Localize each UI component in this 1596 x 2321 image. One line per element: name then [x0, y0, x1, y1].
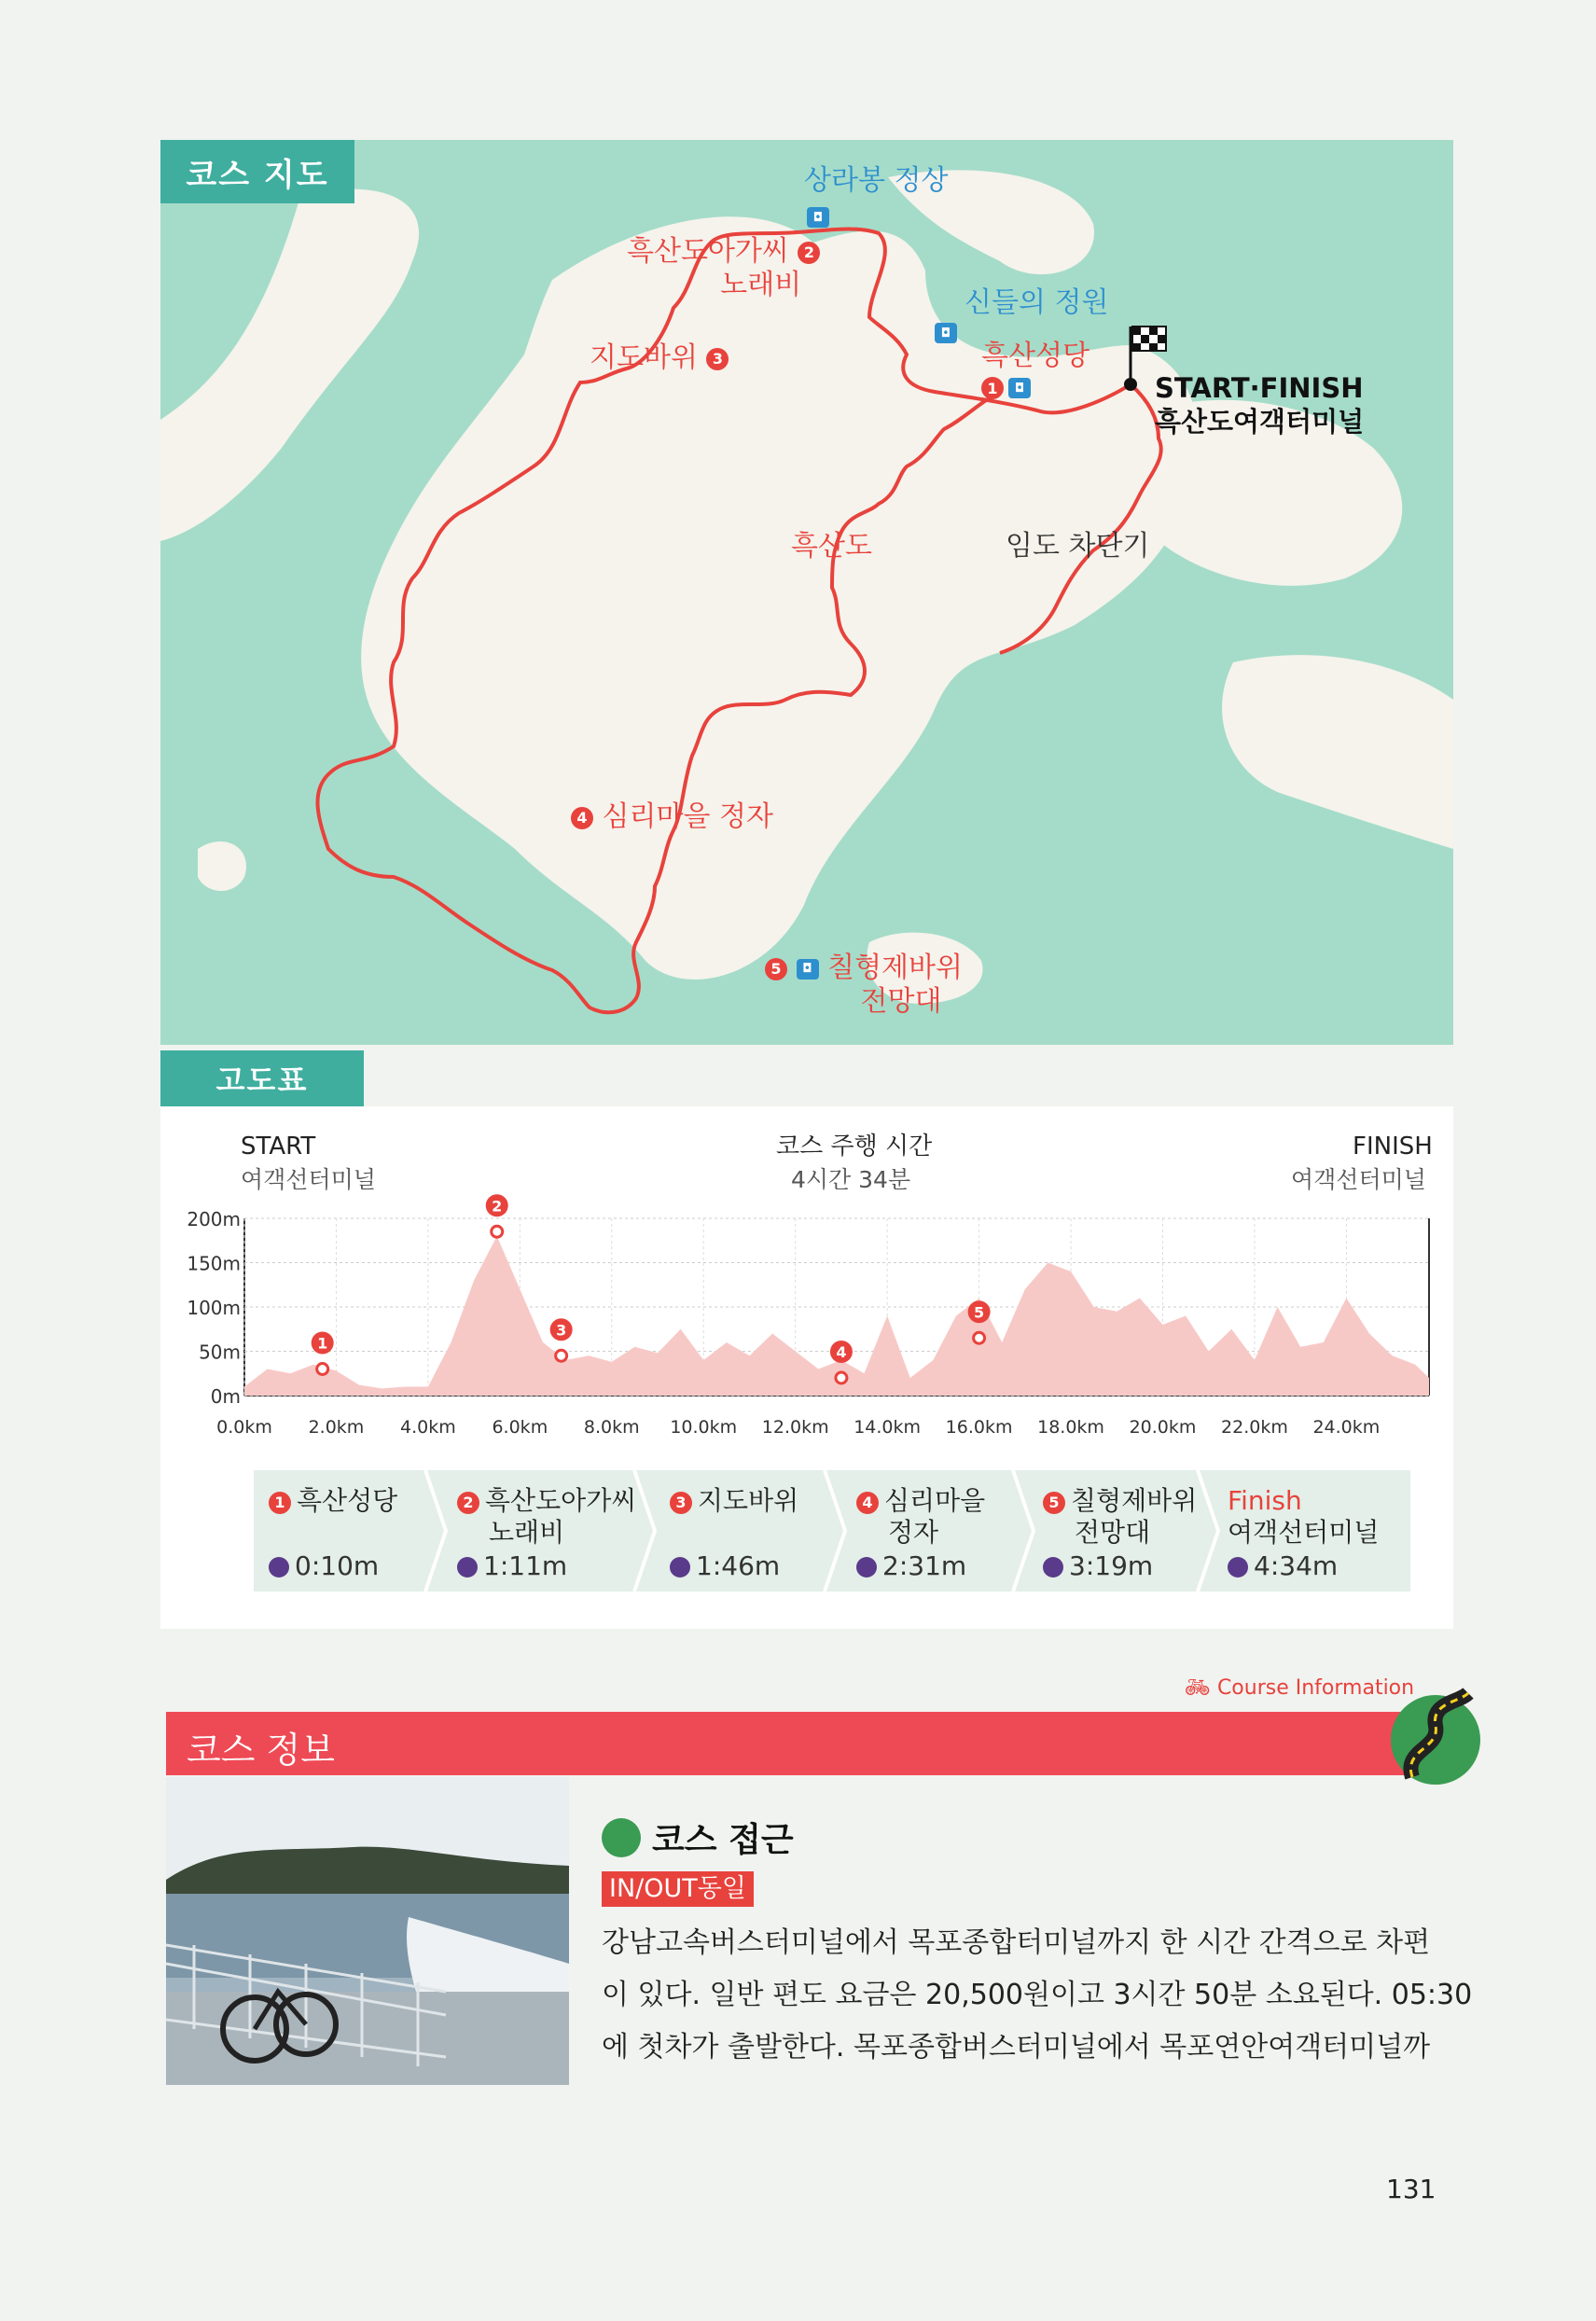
legend-time: 1:11m: [483, 1550, 568, 1581]
body-line: 에 첫차가 출발한다. 목포종합버스터미널에서 목포연안여객터미널까: [602, 2031, 1431, 2064]
badge-5: 5: [765, 958, 787, 980]
badge-4: 4: [571, 807, 593, 829]
checkpoint-number: 5: [974, 1303, 985, 1322]
label-chilhyeong: 5 ◘ 칠형제바위 전망대: [765, 952, 963, 1019]
x-tick-label: 4.0km: [400, 1417, 456, 1438]
legend-num: 4: [856, 1492, 879, 1514]
camera-icon: ◘: [1008, 378, 1031, 398]
x-tick-label: 22.0km: [1221, 1417, 1288, 1438]
checkpoint-point: [974, 1332, 985, 1343]
road-icon: [602, 1818, 641, 1857]
course-info-title: 코스 정보: [187, 1730, 335, 1771]
label-peak: 상라봉 정상: [804, 164, 949, 197]
label-rock: 지도바위 3: [590, 341, 729, 375]
elevation-area: [244, 1236, 1429, 1396]
legend-name: 지도바위: [698, 1485, 799, 1516]
x-tick-label: 6.0km: [492, 1417, 548, 1438]
x-tick-label: 14.0km: [854, 1417, 922, 1438]
checkpoint-legend: [254, 1470, 1410, 1591]
clock-icon: [670, 1557, 690, 1577]
land-southeast: [1222, 655, 1453, 849]
legend-time: 2:31m: [882, 1550, 967, 1581]
legend-name-2: 정자: [888, 1517, 939, 1548]
label-church: 흑산성당: [981, 340, 1089, 372]
clock-icon: [457, 1557, 478, 1577]
inout-badge: IN/OUT동일: [602, 1871, 754, 1907]
y-tick-label: 0m: [210, 1385, 241, 1408]
x-tick-label: 24.0km: [1312, 1417, 1381, 1438]
camera-icon: ◘: [797, 959, 819, 980]
legend-num: 3: [670, 1492, 692, 1514]
chevron-divider: [423, 1470, 448, 1591]
elev-finish-sub: 여객선터미널: [1291, 1166, 1426, 1193]
course-info-bar: [166, 1712, 1453, 1775]
legend-name: 흑산도아가씨: [485, 1485, 637, 1516]
page-number: 131: [1386, 2174, 1436, 2204]
badge-3: 3: [706, 348, 729, 370]
legend-name-2: [670, 1517, 798, 1549]
y-tick-label: 100m: [187, 1297, 241, 1319]
x-tick-label: 10.0km: [670, 1417, 738, 1438]
clock-icon: [1043, 1557, 1063, 1577]
checkpoint-number: 1: [317, 1334, 328, 1353]
elev-start-title: START: [241, 1133, 316, 1160]
camera-icon: ◘: [935, 323, 957, 343]
legend-time: 1:46m: [696, 1550, 781, 1581]
body-line: 이 있다. 일반 편도 요금은 20,500원이고 3시간 50분 소요된다. 05:30: [602, 1979, 1473, 2011]
legend-num: 5: [1043, 1492, 1065, 1514]
label-start-finish: START·FINISH 흑산도여객터미널: [1155, 372, 1365, 438]
legend-name-2: 여객선터미널: [1228, 1517, 1380, 1548]
legend-name-2: 전망대: [1075, 1517, 1151, 1548]
bicycle-icon: 🚲︎: [1185, 1676, 1211, 1700]
checkpoint-point: [556, 1350, 567, 1361]
checkpoint-number: 4: [836, 1343, 847, 1361]
legend-name: 흑산성당: [297, 1485, 398, 1516]
legend-item-5: [1043, 1485, 1197, 1606]
elev-center-sub: 4시간 34분: [791, 1166, 911, 1193]
course-map: [160, 140, 1453, 1045]
chevron-divider: [1196, 1470, 1220, 1591]
label-simri: 4 심리마을 정자: [571, 800, 773, 834]
legend-item-3: [670, 1485, 798, 1606]
checkpoint-number: 3: [556, 1321, 567, 1340]
y-tick-label: 50m: [199, 1341, 241, 1364]
checkpoint-number: 2: [492, 1197, 503, 1216]
elevation-section-tag: 고도표: [160, 1050, 364, 1106]
x-tick-label: 8.0km: [583, 1417, 640, 1438]
legend-time: 3:19m: [1069, 1550, 1154, 1581]
access-heading: 코스 접근: [602, 1814, 794, 1861]
legend-num: 1: [269, 1492, 291, 1514]
clock-icon: [1228, 1557, 1248, 1577]
legend-name: 칠형제바위: [1071, 1485, 1198, 1516]
legend-name-2: [269, 1517, 397, 1549]
legend-num: 2: [457, 1492, 479, 1514]
x-tick-label: 0.0km: [216, 1417, 272, 1438]
x-tick-label: 20.0km: [1129, 1417, 1197, 1438]
x-tick-label: 12.0km: [761, 1417, 829, 1438]
legend-item-finish: [1228, 1485, 1379, 1606]
label-island: 흑산도: [791, 530, 872, 563]
legend-time: 4:34m: [1254, 1550, 1339, 1581]
badge-2: 2: [798, 242, 820, 264]
legend-name: 심리마을: [884, 1485, 986, 1516]
y-tick-label: 200m: [187, 1208, 241, 1230]
road-icon: [1384, 1684, 1487, 1786]
elevation-panel: [160, 1106, 1453, 1629]
legend-item-4: [856, 1485, 985, 1606]
elev-start-sub: 여객선터미널: [241, 1166, 376, 1193]
access-body: [602, 1917, 1473, 2074]
legend-name: Finish: [1228, 1485, 1302, 1516]
body-line: 강남고속버스터미널에서 목포종합터미널까지 한 시간 간격으로 차편: [602, 1926, 1431, 1959]
clock-icon: [269, 1557, 289, 1577]
legend-time: 0:10m: [295, 1550, 380, 1581]
course-information-label: 🚲︎ Course Information: [1185, 1676, 1415, 1700]
elevation-chart: [160, 1106, 1453, 1470]
land-west-strip: [160, 189, 419, 541]
map-section-tag: 코스 지도: [160, 140, 354, 203]
checkpoint-point: [836, 1372, 847, 1383]
y-tick-label: 150m: [187, 1252, 241, 1275]
checkpoint-point: [317, 1364, 328, 1375]
chevron-divider: [823, 1470, 847, 1591]
ferry-photo: [166, 1777, 569, 2085]
land-main-island: [361, 216, 1198, 980]
elev-center-title: 코스 주행 시간: [776, 1133, 933, 1160]
label-imdo-gate: 임도 차단기: [1006, 530, 1150, 563]
land-southwest-islet: [198, 841, 246, 891]
legend-item-1: [269, 1485, 397, 1606]
label-song-monument: 흑산도아가씨 2 노래비: [627, 235, 820, 302]
checkpoint-point: [492, 1226, 503, 1237]
chevron-divider: [1011, 1470, 1035, 1591]
camera-icon: ◘: [807, 207, 829, 228]
legend-name-2: 노래비: [489, 1517, 565, 1548]
legend-item-2: [457, 1485, 636, 1606]
church-badges: [981, 377, 1031, 399]
x-tick-label: 2.0km: [308, 1417, 365, 1438]
chevron-divider: [632, 1470, 657, 1591]
elev-finish-title: FINISH: [1353, 1133, 1433, 1160]
badge-1: 1: [981, 377, 1004, 399]
x-tick-label: 16.0km: [945, 1417, 1013, 1438]
label-garden: 신들의 정원: [965, 286, 1109, 319]
clock-icon: [856, 1557, 877, 1577]
x-tick-label: 18.0km: [1037, 1417, 1104, 1438]
